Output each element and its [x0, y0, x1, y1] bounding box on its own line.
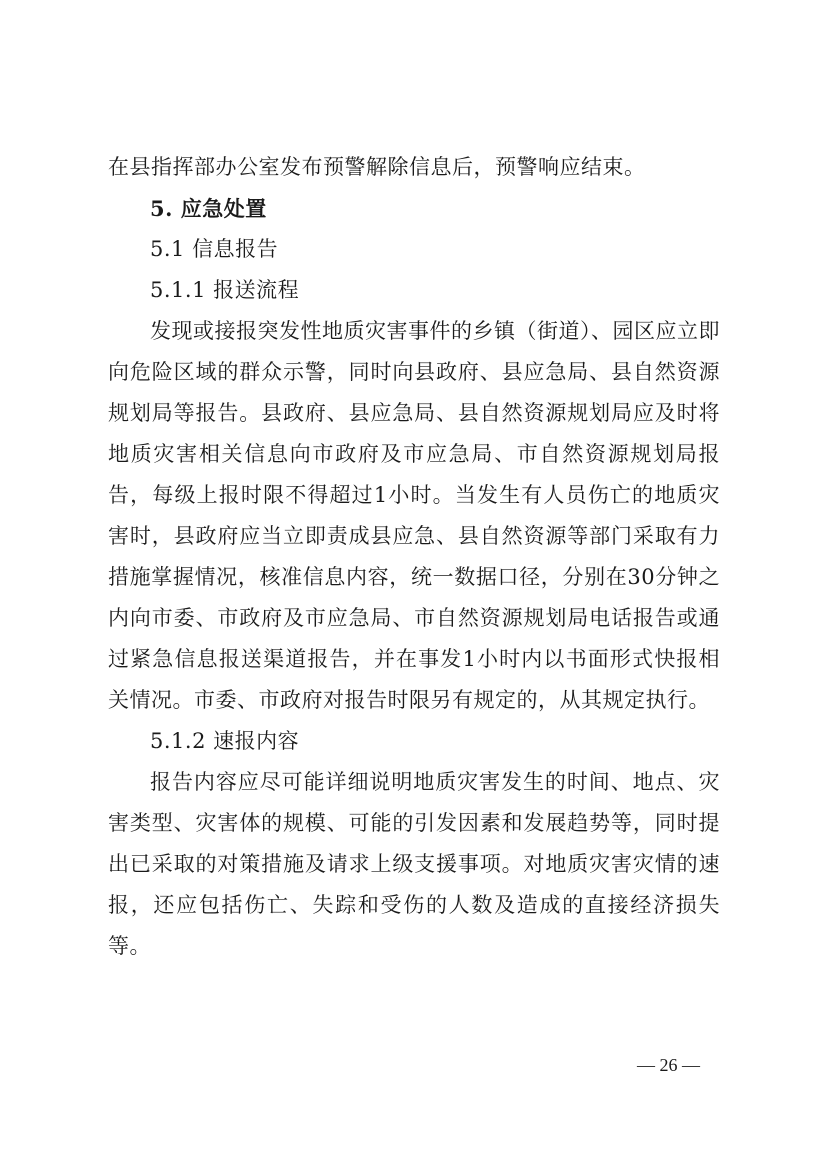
section-heading-information-report: 5.1 信息报告 [150, 237, 279, 261]
paragraph-reporting-process: 发现或接报突发性地质灾害事件的乡镇（街道）、园区应立即向危险区域的群众示警，同时向县政府、县应急局、县自然资源规划局等报告。县政府、县应急局、县自然资源规划局应及时将地质灾害相关信息向市政府及市应急局、市自然资源规划局报告，每级上报时限不得超过1小时。当发生有人员伤亡的地质灾害时，县政府应当立即责成县应急、县自然资源等部门采取有力措施掌握情况，核准信息内容，统一数据口径，分别在30分钟之内向市委、市政府及市应急局、市自然资源规划局电话报告或通过紧急信息报送渠道报告，并在事发1小时内以书面形式快报相关情况。市委、市政府对报告时限另有规定的，从其规定执行。 [108, 319, 720, 712]
document-body [108, 147, 720, 967]
paragraph-quick-report-content: 报告内容应尽可能详细说明地质灾害发生的时间、地点、灾害类型、灾害体的规模、可能的引发因素和发展趋势等，同时提出已采取的对策措施及请求上级支援事项。对地质灾害灾情的速报，还应包括伤亡、失踪和受伤的人数及造成的直接经济损失等。 [108, 770, 720, 958]
section-heading-emergency-response: 5. 应急处置 [150, 196, 267, 221]
paragraph-warning-end: 在县指挥部办公室发布预警解除信息后，预警响应结束。 [108, 155, 646, 179]
section-heading-reporting-process: 5.1.1 报送流程 [150, 278, 300, 302]
page-number: — 26 — [637, 1055, 700, 1075]
section-heading-quick-report-content: 5.1.2 速报内容 [150, 729, 300, 753]
